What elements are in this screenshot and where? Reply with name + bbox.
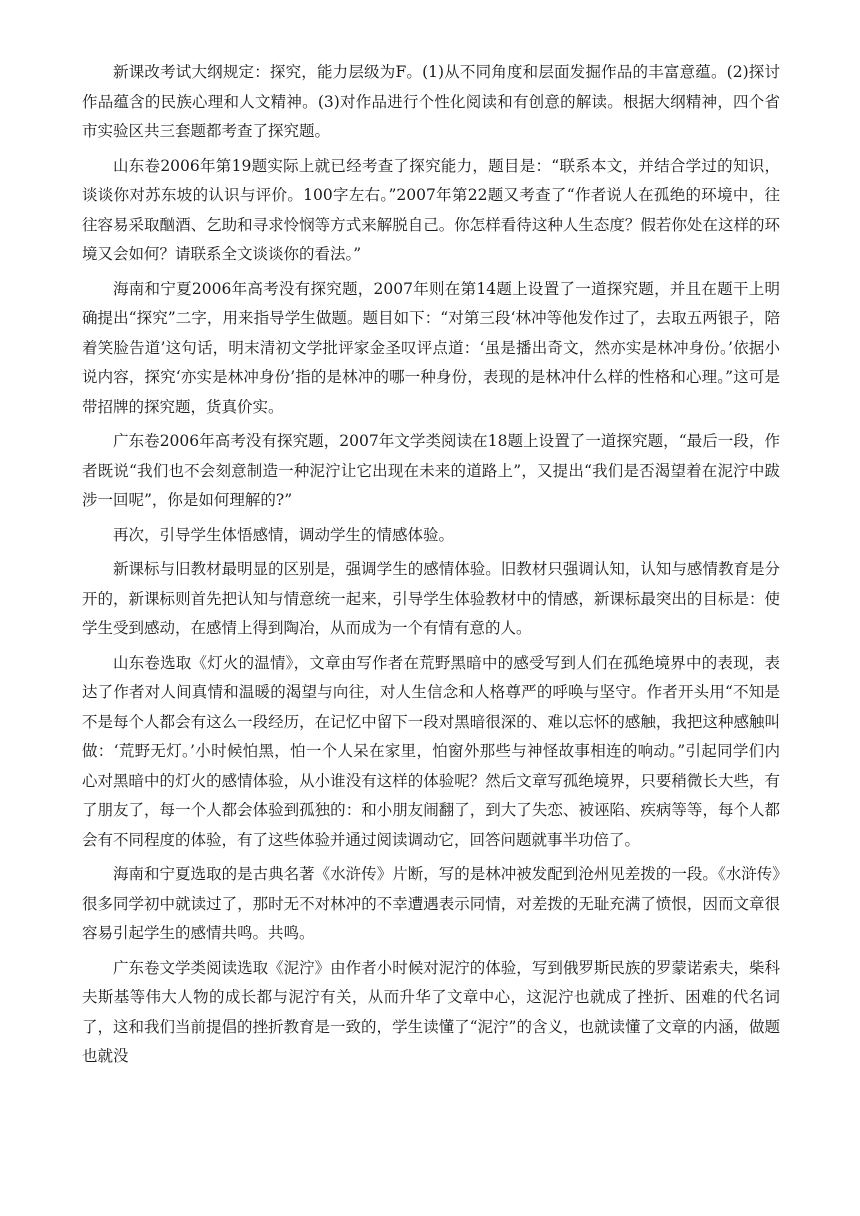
paragraph: 海南和宁夏选取的是古典名著《水浒传》片断，写的是林冲被发配到沧州见差拨的一段。《水浒传》很多同学初中就读过了，那时无不对林冲的不幸遭遇表示同情，对差拨的无耻充满了愤恨，因而文章很容易引起学生的感情共鸣。共鸣。: [82, 865, 780, 942]
paragraph: 广东卷2006年高考没有探究题，2007年文学类阅读在18题上设置了一道探究题，“最后一段，作者既说“我们也不会刻意制造一种泥泞让它出现在未来的道路上”，又提出“我们是否渴望着在泥泞中跋涉一回呢”，你是如何理解的?”: [82, 432, 780, 509]
paragraph: 广东卷文学类阅读选取《泥泞》由作者小时候对泥泞的体验，写到俄罗斯民族的罗蒙诺索夫，柴科夫斯基等伟大人物的成长都与泥泞有关，从而升华了文章中心，这泥泞也就成了挫折、困难的代名词了，这和我们当前提倡的挫折教育是一致的，学生读懂了“泥泞”的含义，也就读懂了文章的内涵，做题也就没: [82, 958, 780, 1065]
paragraph: 再次，引导学生体悟感情，调动学生的情感体验。: [113, 525, 455, 544]
paragraph: 海南和宁夏2006年高考没有探究题，2007年则在第14题上设置了一道探究题，并且在题干上明确提出“探究”二字，用来指导学生做题。题目如下：“对第三段‘林冲等他发作过了，去取五两银子，陪着笑脸告道’这句话，明末清初文学批评家金圣叹评点道：‘虽是播出奇文，然亦实是林冲身份。’依据小说内容，探究‘亦实是林冲身份’指的是林冲的哪一种身份，表现的是林冲什么样的性格和心理。”这可是带招牌的探究题，货真价实。: [82, 279, 780, 416]
paragraph: 新课标与旧教材最明显的区别是，强调学生的感情体验。旧教材只强调认知，认知与感情教育是分开的，新课标则首先把认知与情意统一起来，引导学生体验教材中的情感，新课标最突出的目标是：使学生受到感动，在感情上得到陶冶，从而成为一个有情有意的人。: [82, 560, 780, 637]
paragraph: 山东卷选取《灯火的温情》，文章由写作者在荒野黑暗中的感受写到人们在孤绝境界中的表现，表达了作者对人间真情和温暖的渴望与向往，对人生信念和人格尊严的呼唤与坚守。作者开头用“不知是不是每个人都会有这么一段经历，在记忆中留下一段对黑暗很深的、难以忘怀的感触，我把这种感触叫做：‘荒野无灯。’小时候怕黑，怕一个人呆在家里，怕窗外那些与神怪故事相连的响动。”引起同学们内心对黑暗中的灯火的感情体验，从小谁没有这样的体验呢？然后文章写孤绝境界，只要稍微长大些，有了朋友了，每一个人都会体验到孤独的：和小朋友闹翻了，到大了失恋、被诬陷、疾病等等，每个人都会有不同程度的体验，有了这些体验并通过阅读调动它，回答问题就事半功倍了。: [82, 653, 780, 849]
document-body: [82, 58, 780, 1077]
paragraph: 新课改考试大纲规定：探究，能力层级为F。(1)从不同角度和层面发掘作品的丰富意蕴。(2)探讨作品蕴含的民族心理和人文精神。(3)对作品进行个性化阅读和有创意的解读。根据大纲精神，四个省市实验区共三套题都考查了探究题。: [82, 63, 780, 140]
paragraph: 山东卷2006年第19题实际上就已经考查了探究能力，题目是：“联系本文，并结合学过的知识，谈谈你对苏东坡的认识与评价。100字左右。”2007年第22题又考查了“作者说人在孤绝的环境中，往往容易采取酗酒、乞助和寻求怜悯等方式来解脱自己。你怎样看待这种人生态度？假若你处在这样的环境又会如何？请联系全文谈谈你的看法。”: [82, 156, 780, 263]
